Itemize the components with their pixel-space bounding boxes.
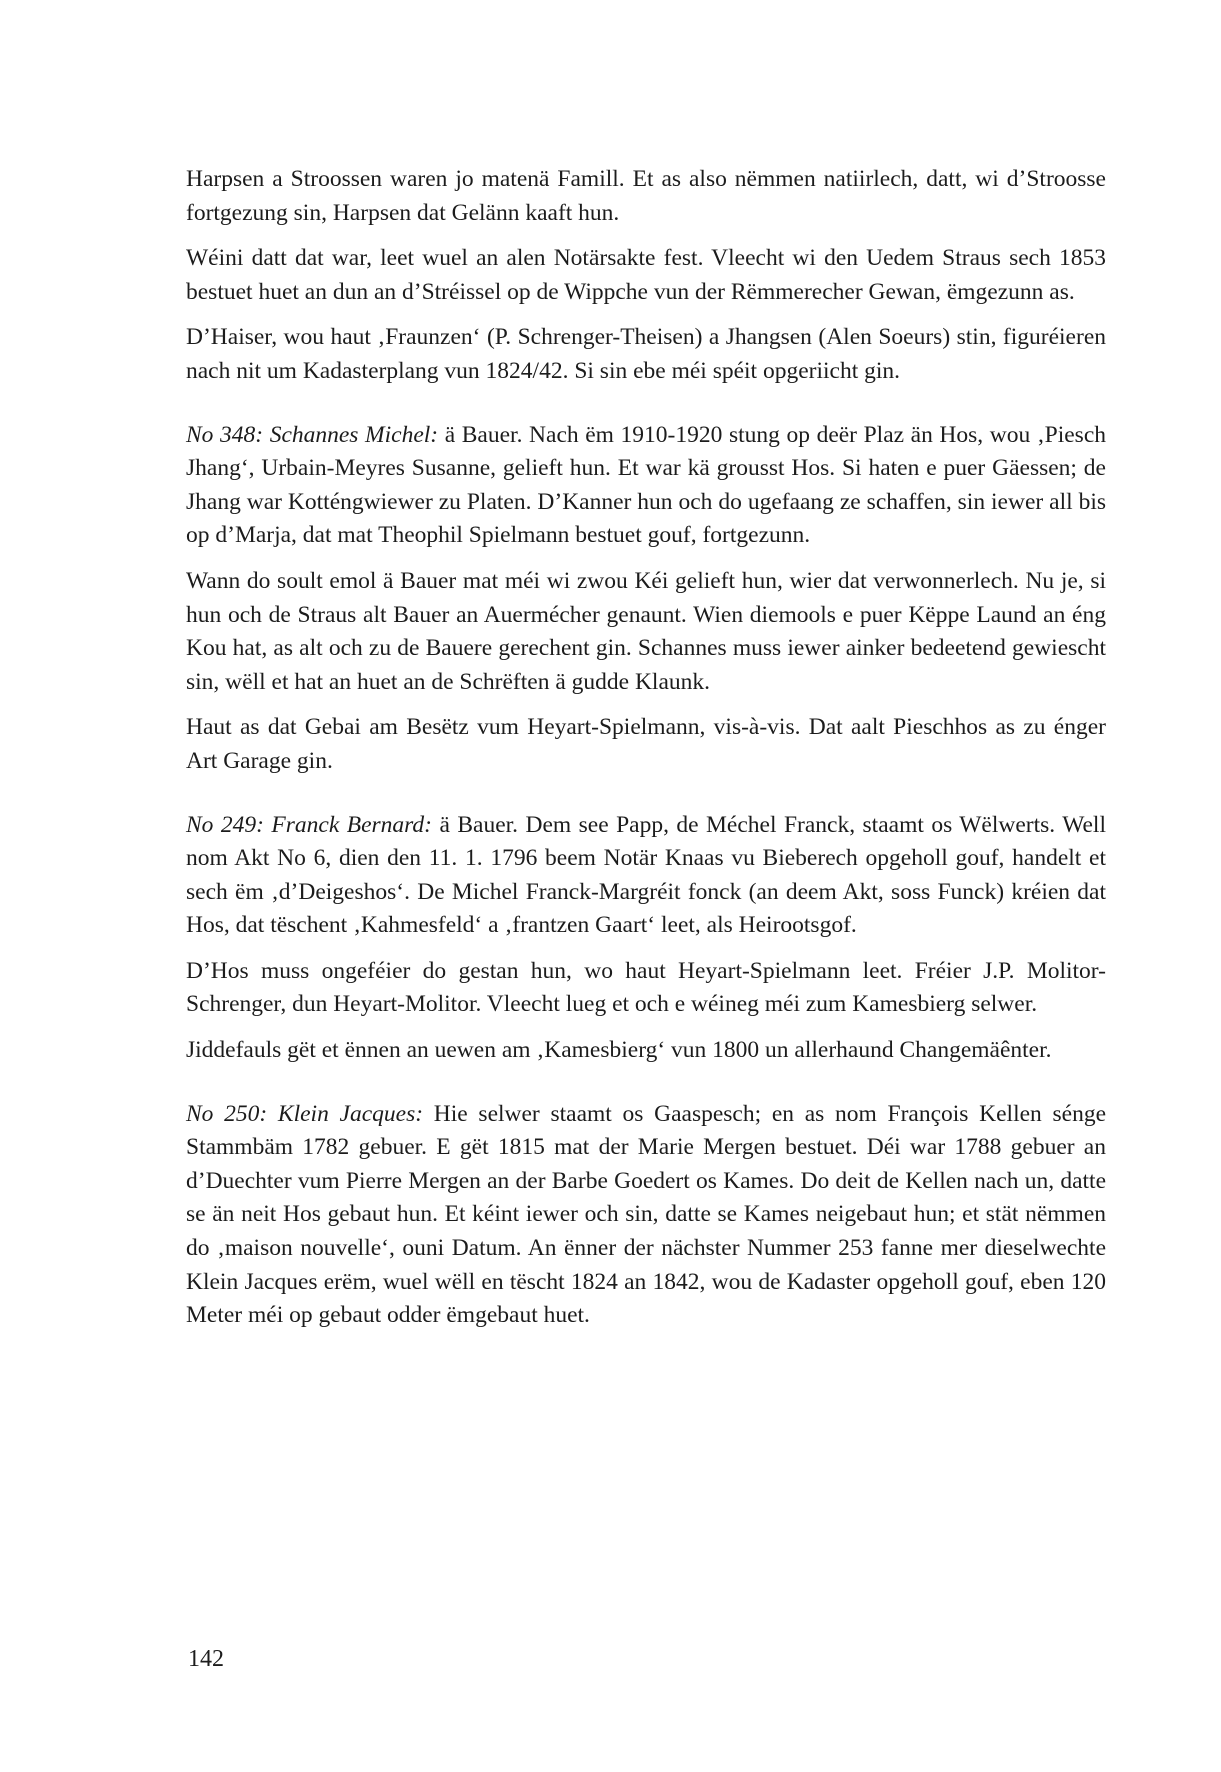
paragraph: Jiddefauls gët et ënnen an uewen am ‚Kamesbierg‘ vun 1800 un allerhaund Changemäênter. [186, 1037, 1052, 1064]
paragraph: D’Hos muss ongeféier do gestan hun, wo haut Heyart-Spielmann leet. Fréier J.P. Molitor-Schrenger, dun Heyart-Molitor. Vleecht lueg et och e wéineg méi zum Kamesbierg selwer. [186, 957, 1106, 1018]
page-number: 142 [188, 1646, 224, 1672]
page-body [186, 163, 1106, 1345]
entry-heading: No 250: Klein Jacques: [186, 1100, 424, 1127]
entry-heading: No 249: Franck Bernard: [186, 811, 432, 838]
paragraph: Harpsen a Stroossen waren jo matenä Famill. Et as also nëmmen natiirlech, datt, wi d’Stroosse fortgezung sin, Harpsen dat Gelänn kaaft hun. [186, 166, 1106, 226]
paragraph: D’Haiser, wou haut ‚Fraunzen‘ (P. Schrenger-Theisen) a Jhangsen (Alen Soeurs) stin, figuréieren nach nit um Kadasterplang vun 1824/42. Si sin ebe méi spéit opgeriicht gin. [186, 324, 1106, 384]
paragraph: Haut as dat Gebai am Besëtz vum Heyart-Spielmann, vis-à-vis. Dat aalt Pieschhos as zu énger Art Garage gin. [186, 714, 1106, 774]
entry-heading: No 348: Schannes Michel: [186, 421, 439, 448]
entry-paragraph [186, 1098, 1106, 1333]
entry-paragraph [186, 809, 1106, 943]
entry-text: ä Bauer. Dem see Papp, de Méchel Franck, staamt os Wëlwerts. Well nom Akt No 6, dien den 11. 1. 1796 beem Notär Knaas vu Bieberech opgeholl gouf, handelt et sech ëm ‚d’Deigeshos‘. De Michel Franck-Margréit fonck (an deem Akt, soss Funck) kréien dat Hos, dat tëschent ‚Kahmesfeld‘ a ‚frantzen Gaart‘ leet, als Heirootsgof. [186, 811, 1106, 939]
paragraph: Wann do soult emol ä Bauer mat méi wi zwou Kéi gelieft hun, wier dat verwonnerlech. Nu je, si hun och de Straus alt Bauer an Auermécher genaunt. Wien diemools e puer Këppe Laund an éng Kou hat, as alt och zu de Bauere gerechent gin. Schannes muss iewer ainker bedeetend gewiescht sin, wëll et hat an huet an de Schrëften ä gudde Klaunk. [186, 567, 1106, 695]
entry-text: ä Bauer. Nach ëm 1910-1920 stung op deër Plaz än Hos, wou ‚Piesch Jhang‘, Urbain-Meyres Susanne, gelieft hun. Et war kä grousst Hos. Si haten e puer Gäessen; de Jhang war Kotténgwiewer zu Platen. D’Kanner hun och do ugefaang ze schaffen, sin iewer all bis op d’Marja, dat mat Theophil Spielmann bestuet gouf, fortgezunn. [186, 421, 1107, 549]
entry-text: Hie selwer staamt os Gaaspesch; en as nom François Kellen sénge Stammbäm 1782 gebuer. E gët 1815 mat der Marie Mergen bestuet. Déi war 1788 gebuer an d’Duechter vum Pierre Mergen an der Barbe Goedert os Kames. Do deit de Kellen nach un, datte se än neit Hos gebaut hun. Et kéint iewer och sin, datte se Kames neigebaut hun; et stät nëmmen do ‚maison nouvelle‘, ouni Datum. An ënner der nächster Nummer 253 fanne mer dieselwechte Klein Jacques erëm, wuel wëll en tëscht 1824 an 1842, wou de Kadaster opgeholl gouf, eben 120 Meter méi op gebaut odder ëmgebaut huet. [186, 1100, 1107, 1329]
paragraph: Wéini datt dat war, leet wuel an alen Notärsakte fest. Vleecht wi den Uedem Straus sech 1853 bestuet huet an dun an d’Stréissel op de Wippche vun der Rëmmerecher Gewan, ëmgezunn as. [186, 245, 1106, 305]
entry-paragraph [186, 419, 1106, 553]
